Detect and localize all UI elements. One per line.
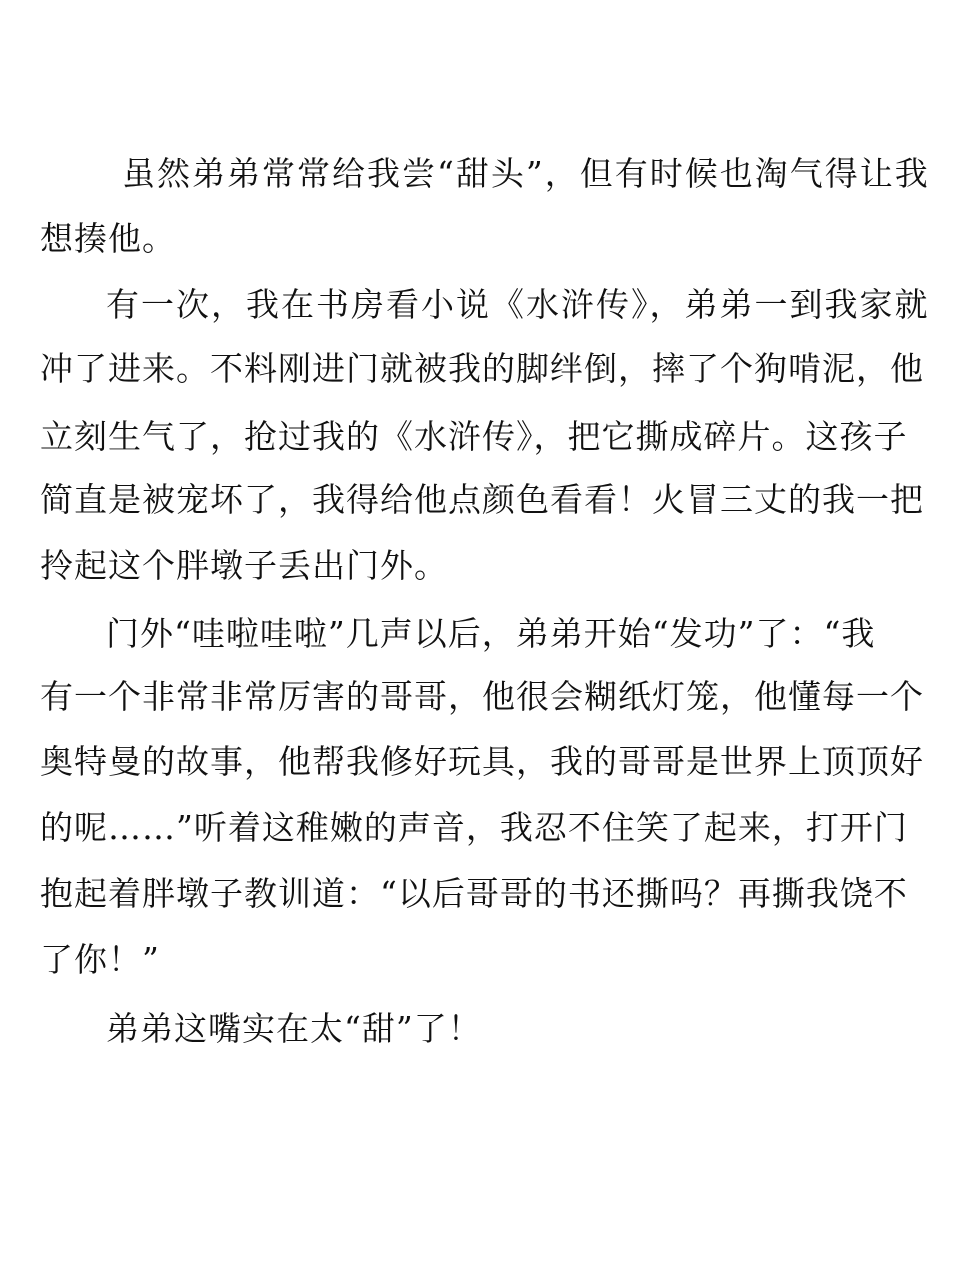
text-line: 有一个非常非常厉害的哥哥，他很会糊纸灯笼，他懂每一个 bbox=[40, 677, 924, 716]
text-line: 冲了进来。不料刚进门就被我的脚绊倒，摔了个狗啃泥，他 bbox=[40, 349, 924, 388]
text-line: 门外“哇啦哇啦”几声以后，弟弟开始“发功”了：“我 bbox=[106, 614, 876, 653]
text-line: 的呢……”听着这稚嫩的声音，我忍不住笑了起来，打开门 bbox=[40, 808, 908, 847]
text-line: 立刻生气了，抢过我的《水浒传》，把它撕成碎片。这孩子 bbox=[40, 417, 908, 456]
text-line: 奥特曼的故事，他帮我修好玩具，我的哥哥是世界上顶顶好 bbox=[40, 742, 924, 781]
text-line: 拎起这个胖墩子丢出门外。 bbox=[40, 546, 448, 585]
text-line: 简直是被宠坏了，我得给他点颜色看看！火冒三丈的我一把 bbox=[40, 480, 924, 519]
text-line: 想揍他。 bbox=[40, 219, 176, 258]
text-line: 了你！” bbox=[40, 940, 160, 979]
text-line: 弟弟这嘴实在太“甜”了！ bbox=[106, 1009, 482, 1048]
text-line: 有一次，我在书房看小说《水浒传》，弟弟一到我家就 bbox=[106, 285, 930, 324]
text-line: 虽然弟弟常常给我尝“甜头”，但有时候也淘气得让我 bbox=[122, 154, 930, 193]
text-line: 抱起着胖墩子教训道：“以后哥哥的书还撕吗？再撕我饶不 bbox=[40, 874, 908, 913]
